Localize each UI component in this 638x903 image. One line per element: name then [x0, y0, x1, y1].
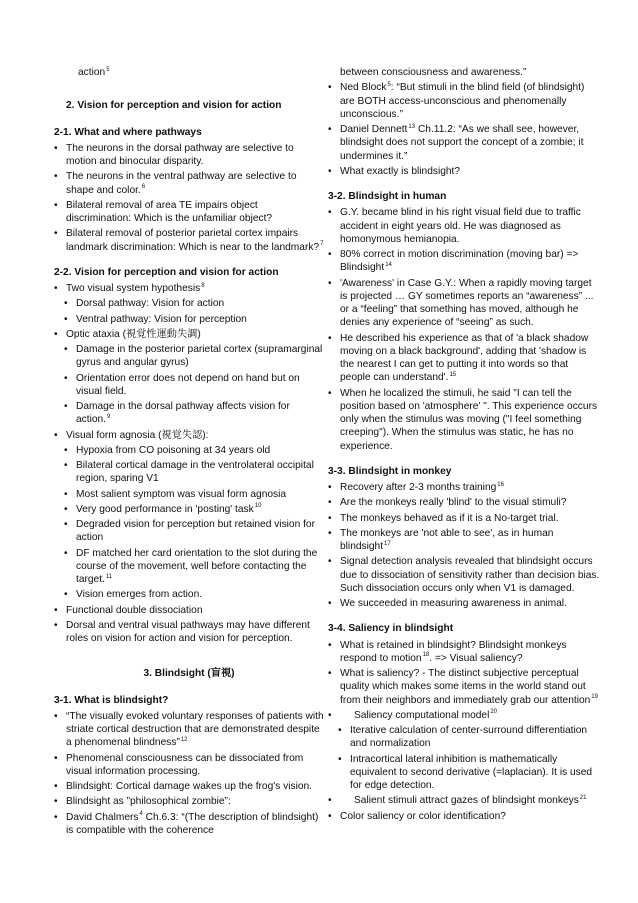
section-3-2	[328, 190, 600, 453]
section-2-1	[54, 126, 324, 254]
sub-list-item: • Orientation error does not depend on hand but on visual field.	[54, 372, 324, 399]
section-3-1	[54, 694, 324, 838]
sub-list-item: • Bilateral cortical damage in the ventrolateral occipital region, sparing V1	[54, 459, 324, 486]
list-item: • Optic ataxia (視覚性運動失調)	[54, 328, 324, 341]
list-item: • Color saliency or color identification?	[328, 810, 600, 823]
list-item: • Phenomenal consciousness can be dissociated from visual information processing.	[54, 752, 324, 779]
continued-text: action$^5$	[78, 66, 110, 78]
sub-list-item: • Hypoxia from CO poisoning at 34 years old	[54, 444, 324, 457]
sub-list-item: • Very good performance in 'posting' task$^{10}$	[54, 503, 324, 516]
sub-list-item: • Damage in the dorsal pathway affects vision for action.$^9$	[54, 400, 324, 427]
list-item: • The neurons in the ventral pathway are selective to shape and color.$^6$	[54, 170, 324, 197]
list-item: • Saliency computational model$^{20}$	[328, 709, 600, 722]
list-item: • Functional double dissociation	[54, 604, 324, 617]
sub-list-item: • Iterative calculation of center-surround differentiation and normalization	[328, 724, 600, 751]
list-item: • G.Y. became blind in his right visual field due to traffic accident in eight years old. He was diagnosed as homonymous hemianopia.	[328, 206, 600, 246]
section-3-4-title: 3-4. Saliency in blindsight	[328, 623, 454, 635]
left-column	[54, 66, 324, 849]
list-item: • “The visually evoked voluntary responses of patients with striate cortical destruction that are demonstrated despite a phenomenal blindness”$^{12}$	[54, 710, 324, 750]
list-item: • Visual form agnosia (視覚失認):	[54, 429, 324, 442]
section-2-title: 2. Vision for perception and vision for action	[66, 100, 282, 112]
list-item: • The neurons in the dorsal pathway are selective to motion and binocular disparity.	[54, 142, 324, 169]
list-item: • Blindsight as ”philosophical zombie”:	[54, 795, 324, 808]
section-3-1-title: 3-1. What is blindsight?	[54, 694, 169, 706]
list-item: • 80% correct in motion discrimination (moving bar) => Blindsight$^{14}$	[328, 248, 600, 275]
list-item: • What is retained in blindsight? Blindsight monkeys respond to motion$^{18}$. => Visual saliency?	[328, 639, 600, 666]
list-item: • Are the monkeys really 'blind' to the visual stimuli?	[328, 496, 600, 509]
list-item: • What exactly is blindsight?	[328, 165, 600, 178]
list-item: • Ned Block$^5$: “But stimuli in the blind field (of blindsight) are BOTH access-unconscious and phenomenally unconscious.”	[328, 81, 600, 121]
list-item: • The monkeys are 'not able to see', as in human blindsight$^{17}$	[328, 527, 600, 554]
sub-list-item: • Ventral pathway: Vision for perception	[54, 313, 324, 326]
sub-list-item: • Intracortical lateral inhibition is mathematically equivalent to second derivative (=laplacian). It is used for edge detection.	[328, 753, 600, 793]
section-2-2	[54, 266, 324, 646]
section-3-title: 3. Blindsight (盲視)	[143, 668, 235, 680]
list-item: • Salient stimuli attract gazes of blindsight monkeys$^{21}$	[328, 794, 600, 807]
list-item: • Bilateral removal of posterior parietal cortex impairs landmark discrimination: Which is near to the landmark?$^7$	[54, 227, 324, 254]
sub-list-item: • Degraded vision for perception but retained vision for action	[54, 518, 324, 545]
section-2-2-title: 2-2. Vision for perception and vision for action	[54, 266, 279, 278]
list-item: • What is saliency? - The distinct subjective perceptual quality which makes some items in the world stand out from their neighbors and immediately grab our attention$^{19}$	[328, 667, 600, 707]
section-3-3	[328, 465, 600, 611]
list-item: • Blindsight: Cortical damage wakes up the frog's vision.	[54, 780, 324, 793]
sub-list-item: • Vision emerges from action.	[54, 588, 324, 601]
list-item: • When he localized the stimuli, he said "I can tell the position based on 'atmosphere' ". This experience occurs only when the stimulus was moving ("I feel something creeping"). When the stimulus was static, he has no experience.	[328, 387, 600, 453]
list-item: • He described his experience as that of 'a black shadow moving on a black background', adding that 'shadow is the nearest I can get to putting it into words so that people can understand'.$^{15}$	[328, 332, 600, 385]
list-item: • Bilateral removal of area TE impairs object discrimination: Which is the unfamiliar object?	[54, 199, 324, 226]
list-item: • The monkeys behaved as if it is a No-target trial.	[328, 512, 600, 525]
right-column	[328, 66, 600, 835]
sub-list-item: • DF matched her card orientation to the slot during the course of the movement, well before contacting the target.$^{11}$	[54, 547, 324, 587]
list-item: • Signal detection analysis revealed that blindsight occurs due to dissociation of sensitivity rather than decision bias. Such dissociation occurs only when V1 is damaged.	[328, 555, 600, 595]
list-item: • We succeeded in measuring awareness in animal.	[328, 597, 600, 610]
section-3-3-title: 3-3. Blindsight in monkey	[328, 465, 452, 477]
list-item: • Recovery after 2-3 months training$^{16}$	[328, 481, 600, 494]
section-3-4	[328, 622, 600, 823]
section-3-2-title: 3-2. Blindsight in human	[328, 191, 447, 202]
sub-list-item: • Dorsal pathway: Vision for action	[54, 297, 324, 310]
sub-list-item: • Most salient symptom was visual form agnosia	[54, 488, 324, 501]
list-item: • 'Awareness' in Case G.Y.: When a rapidly moving target is projected … GY sometimes reports an “awareness” ... or a “feeling” that something has moved, although he denies any experience of “seeing” as such.	[328, 277, 600, 330]
list-item: • Dorsal and ventral visual pathways may have different roles on vision for action and vision for perception.	[54, 619, 324, 646]
continued-text: between consciousness and awareness.”	[340, 67, 527, 78]
list-item: • Daniel Dennett$^{13}$ Ch.11.2: “As we shall see, however, blindsight does not support the concept of a zombie; it undermines it.”	[328, 123, 600, 163]
sub-list-item: • Damage in the posterior parietal cortex (supramarginal gyrus and angular gyrus)	[54, 343, 324, 370]
section-2-1-title: 2-1. What and where pathways	[54, 126, 202, 138]
list-item: • Two visual system hypothesis$^8$	[54, 282, 324, 295]
list-item: • David Chalmers$^4$ Ch.6.3: “(The description of blindsight) is compatible with the coherence	[54, 811, 324, 838]
